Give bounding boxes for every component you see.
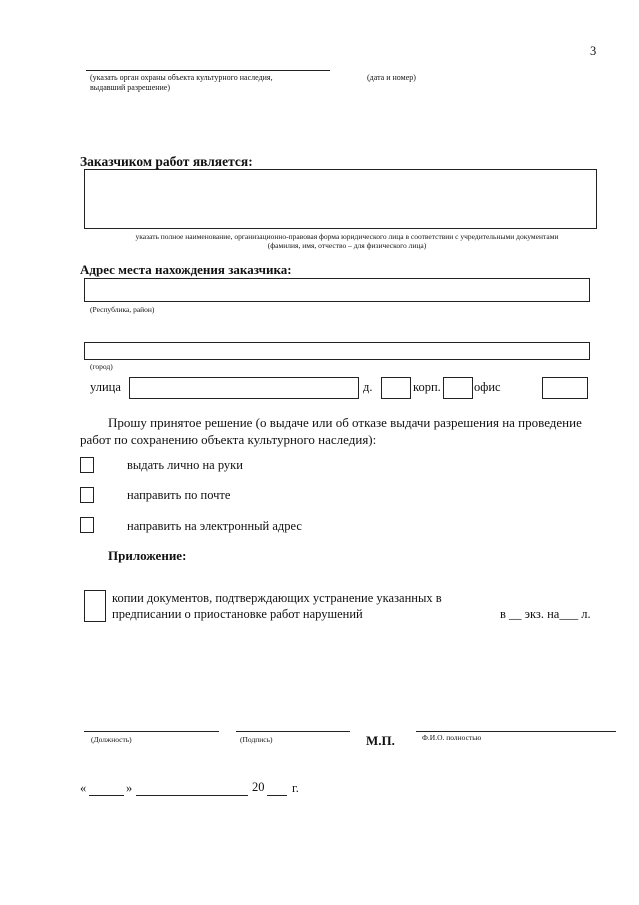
- attachment-item-line1: копии документов, подтверждающих устранение указанных в: [112, 591, 442, 605]
- name-hint: Ф.И.О. полностью: [422, 733, 482, 742]
- city-field[interactable]: [84, 342, 590, 360]
- signature-hint: (Подпись): [240, 735, 273, 744]
- attachment-checkbox[interactable]: [84, 590, 106, 622]
- house-label: д.: [363, 380, 373, 394]
- option-by-mail-label: направить по почте: [127, 488, 231, 502]
- region-field[interactable]: [84, 278, 590, 302]
- request-text-line2: работ по сохранению объекта культурного наследия):: [80, 432, 377, 447]
- customer-hint-line1: указать полное наименование, организационно-правовая форма юридического лица в соответствии с учредительными документами: [135, 232, 559, 241]
- option-by-email-checkbox[interactable]: [80, 517, 94, 533]
- street-label: улица: [90, 380, 121, 394]
- address-heading: Адрес места нахождения заказчика:: [80, 262, 292, 277]
- customer-name-field[interactable]: [84, 169, 597, 229]
- option-by-mail-checkbox[interactable]: [80, 487, 94, 503]
- stamp-label: М.П.: [366, 733, 395, 748]
- customer-heading: Заказчиком работ является:: [80, 154, 253, 169]
- page-number: 3: [590, 44, 597, 58]
- attachment-heading: Приложение:: [108, 548, 187, 563]
- option-in-person-label: выдать лично на руки: [127, 458, 243, 472]
- date-year-suffix: г.: [292, 781, 299, 795]
- signature-line[interactable]: [236, 731, 350, 732]
- date-number-hint: (дата и номер): [367, 73, 416, 82]
- office-label: офис: [474, 380, 501, 394]
- street-field[interactable]: [129, 377, 359, 399]
- city-hint: (город): [90, 362, 113, 371]
- request-text-line1: Прошу принятое решение (о выдаче или об отказе выдачи разрешения на проведение: [108, 415, 582, 430]
- date-year-line[interactable]: [267, 795, 287, 796]
- office-field[interactable]: [542, 377, 588, 399]
- customer-hint-line2: (фамилия, имя, отчество – для физического лица): [267, 241, 427, 250]
- position-hint: (Должность): [91, 735, 132, 744]
- building-field[interactable]: [443, 377, 473, 399]
- option-in-person-checkbox[interactable]: [80, 457, 94, 473]
- issuer-line[interactable]: [86, 70, 330, 71]
- option-by-email-label: направить на электронный адрес: [127, 519, 302, 533]
- issuer-hint-line2: выдавший разрешение): [90, 83, 171, 92]
- region-hint: (Республика, район): [90, 305, 155, 314]
- position-line[interactable]: [84, 731, 219, 732]
- attachment-count: в __ экз. на___ л.: [500, 607, 591, 621]
- date-month-line[interactable]: [136, 795, 248, 796]
- date-close-quote: »: [126, 781, 133, 795]
- date-year-prefix: 20: [252, 780, 265, 794]
- house-field[interactable]: [381, 377, 411, 399]
- name-line[interactable]: [416, 731, 616, 732]
- issuer-hint-line1: (указать орган охраны объекта культурного наследия,: [90, 73, 273, 82]
- date-day-line[interactable]: [89, 795, 124, 796]
- building-label: корп.: [413, 380, 441, 394]
- date-open-quote: «: [80, 781, 87, 795]
- attachment-item-line2: предписании о приостановке работ нарушений: [112, 607, 363, 621]
